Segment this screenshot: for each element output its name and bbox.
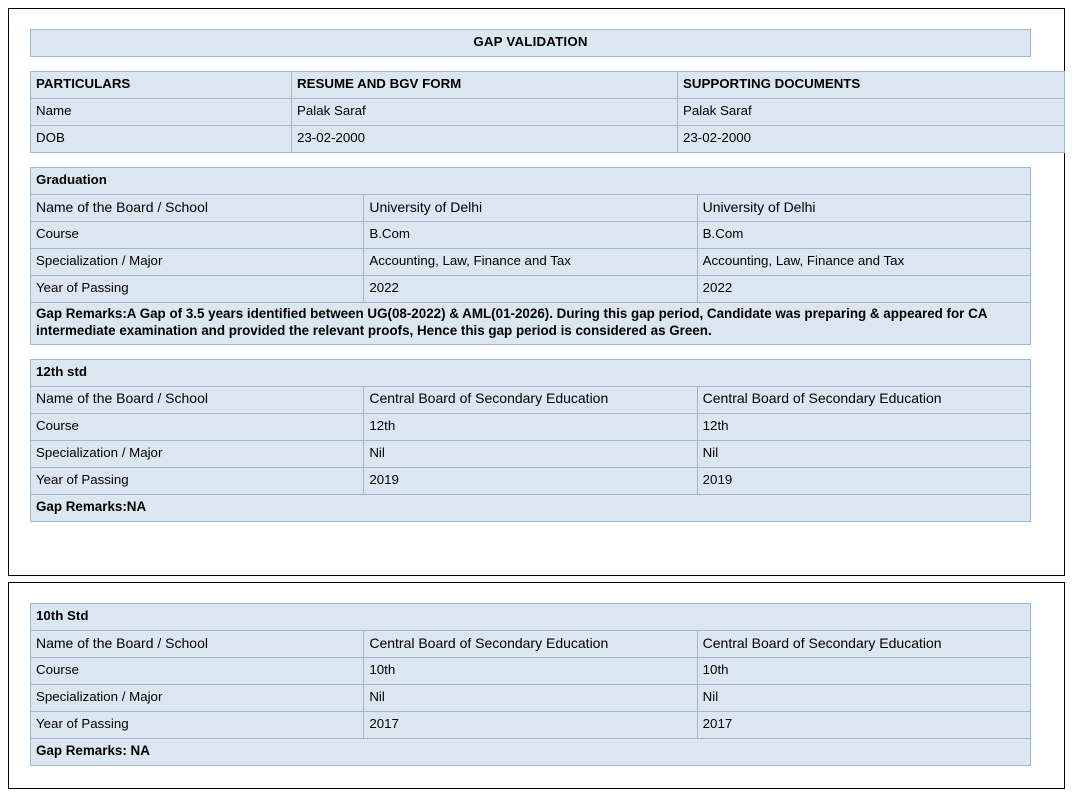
column-header-particulars: PARTICULARS <box>31 72 292 99</box>
title-row <box>31 30 1031 57</box>
gap-remarks-graduation: Gap Remarks:A Gap of 3.5 years identified between UG(08-2022) & AML(01-2026). During this gap period, Candidate was preparing & appeared for CA intermediate examination and provided the relevant proofs, Hence this gap period is considered as Green. <box>31 303 1031 345</box>
row-value-year-resume: 2019 <box>364 467 697 494</box>
section-heading-graduation: Graduation <box>31 168 1031 195</box>
table-row <box>31 195 1031 222</box>
row-label-dob: DOB <box>31 126 292 153</box>
section-10th <box>30 603 1031 766</box>
section-heading-12th: 12th std <box>31 359 1031 386</box>
row-value-course-resume: B.Com <box>364 222 697 249</box>
row-label-board: Name of the Board / School <box>31 386 364 413</box>
row-value-board-supporting: Central Board of Secondary Education <box>697 386 1030 413</box>
row-label-board: Name of the Board / School <box>31 195 364 222</box>
table-row <box>31 467 1031 494</box>
row-value-specialization-supporting: Accounting, Law, Finance and Tax <box>697 249 1030 276</box>
table-row <box>31 222 1031 249</box>
row-label-course: Course <box>31 658 364 685</box>
row-value-course-supporting: 10th <box>697 658 1030 685</box>
row-value-course-resume: 12th <box>364 413 697 440</box>
row-value-specialization-resume: Accounting, Law, Finance and Tax <box>364 249 697 276</box>
row-label-course: Course <box>31 413 364 440</box>
row-value-course-supporting: 12th <box>697 413 1030 440</box>
row-label-year: Year of Passing <box>31 276 364 303</box>
row-value-board-resume: Central Board of Secondary Education <box>364 386 697 413</box>
row-label-year: Year of Passing <box>31 712 364 739</box>
row-label-year: Year of Passing <box>31 467 364 494</box>
section-12th <box>30 359 1031 522</box>
spacer <box>30 345 1043 359</box>
column-header-resume: RESUME AND BGV FORM <box>292 72 678 99</box>
row-label-specialization: Specialization / Major <box>31 685 364 712</box>
row-value-board-supporting: University of Delhi <box>697 195 1030 222</box>
column-header-supporting: SUPPORTING DOCUMENTS <box>678 72 1065 99</box>
section-heading-row <box>31 359 1031 386</box>
row-label-specialization: Specialization / Major <box>31 249 364 276</box>
table-row <box>31 99 1065 126</box>
frame-bottom-content <box>9 583 1064 766</box>
row-value-specialization-supporting: Nil <box>697 440 1030 467</box>
section-heading-row <box>31 604 1031 631</box>
gap-remarks-row <box>31 739 1031 766</box>
row-label-name: Name <box>31 99 292 126</box>
table-row <box>31 440 1031 467</box>
row-value-dob-supporting: 23-02-2000 <box>678 126 1065 153</box>
title-table <box>30 29 1031 57</box>
row-value-board-resume: University of Delhi <box>364 195 697 222</box>
row-value-specialization-resume: Nil <box>364 685 697 712</box>
table-row <box>31 685 1031 712</box>
row-value-year-supporting: 2019 <box>697 467 1030 494</box>
table-row <box>31 386 1031 413</box>
row-value-year-supporting: 2017 <box>697 712 1030 739</box>
gap-remarks-10th: Gap Remarks: NA <box>31 739 1031 766</box>
section-graduation <box>30 167 1031 345</box>
row-value-course-resume: 10th <box>364 658 697 685</box>
row-value-name-supporting: Palak Saraf <box>678 99 1065 126</box>
table-row <box>31 712 1031 739</box>
identity-table <box>30 71 1065 153</box>
row-value-board-supporting: Central Board of Secondary Education <box>697 631 1030 658</box>
table-row <box>31 413 1031 440</box>
row-value-course-supporting: B.Com <box>697 222 1030 249</box>
table-row <box>31 249 1031 276</box>
section-heading-row <box>31 168 1031 195</box>
document-frame-bottom <box>8 582 1065 789</box>
table-row <box>31 658 1031 685</box>
row-value-name-resume: Palak Saraf <box>292 99 678 126</box>
table-row <box>31 631 1031 658</box>
frame-top-content <box>9 9 1064 522</box>
table-row <box>31 276 1031 303</box>
row-label-board: Name of the Board / School <box>31 631 364 658</box>
document-title: GAP VALIDATION <box>31 30 1031 57</box>
table-row <box>31 126 1065 153</box>
gap-remarks-row <box>31 494 1031 521</box>
spacer <box>30 153 1043 167</box>
spacer <box>30 57 1043 71</box>
table-header-row <box>31 72 1065 99</box>
row-value-year-resume: 2022 <box>364 276 697 303</box>
section-heading-10th: 10th Std <box>31 604 1031 631</box>
row-label-course: Course <box>31 222 364 249</box>
document-frame-top <box>8 8 1065 576</box>
row-value-board-resume: Central Board of Secondary Education <box>364 631 697 658</box>
gap-remarks-12th: Gap Remarks:NA <box>31 494 1031 521</box>
row-value-dob-resume: 23-02-2000 <box>292 126 678 153</box>
row-value-specialization-resume: Nil <box>364 440 697 467</box>
row-value-year-supporting: 2022 <box>697 276 1030 303</box>
row-label-specialization: Specialization / Major <box>31 440 364 467</box>
row-value-year-resume: 2017 <box>364 712 697 739</box>
gap-remarks-row <box>31 303 1031 345</box>
row-value-specialization-supporting: Nil <box>697 685 1030 712</box>
